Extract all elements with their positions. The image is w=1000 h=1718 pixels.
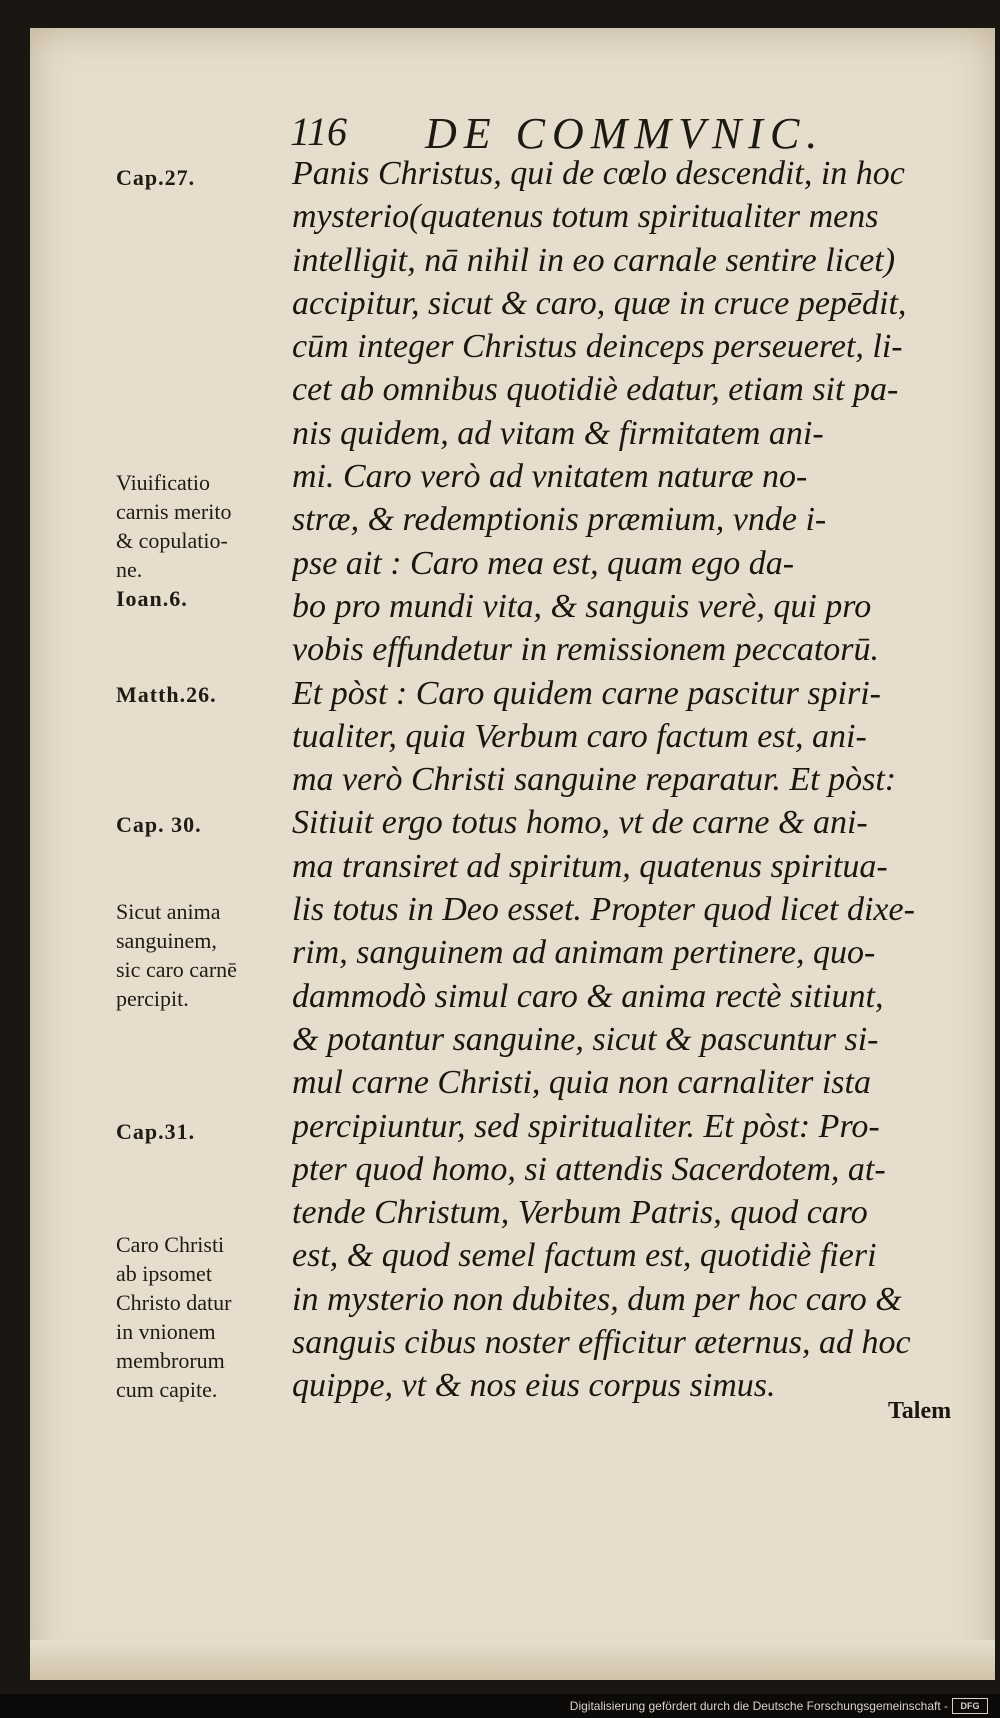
- text-line: pter quod homo, si attendis Sacerdotem, at-: [292, 1150, 886, 1188]
- catchword: Talem: [888, 1398, 952, 1424]
- margin-note-line: membrorum: [116, 1348, 225, 1373]
- text-line: pse ait : Caro mea est, quam ego da-: [292, 544, 795, 582]
- margin-note-line: sanguinem,: [116, 928, 217, 953]
- text-line: Et pòst : Caro quidem carne pascitur spiri-: [292, 674, 881, 712]
- margin-note-cap27: [116, 163, 296, 192]
- text-line: percipiuntur, sed spiritualiter. Et pòst: Pro-: [292, 1107, 880, 1145]
- text-line: mysterio(quatenus totum spiritualiter mens: [292, 198, 879, 236]
- running-head: DE COMMVNIC.: [425, 109, 825, 158]
- footer-bar: [0, 1694, 1000, 1718]
- text-line: sanguis cibus noster efficitur æternus, ad hoc: [292, 1324, 911, 1362]
- text-line: intelligit, nā nihil in eo carnale sentire licet): [292, 241, 896, 279]
- margin-note-line: Sicut anima: [116, 899, 221, 924]
- text-line: in mysterio non dubites, dum per hoc caro &: [292, 1280, 902, 1318]
- text-line: mi. Caro verò ad vnitatem naturæ no-: [292, 458, 808, 496]
- margin-note-line: cum capite.: [116, 1377, 218, 1402]
- margin-note-caro: [116, 1230, 296, 1404]
- margin-note-cap30: [116, 810, 296, 839]
- text-line: ma verò Christi sanguine reparatur. Et pòst:: [292, 761, 897, 799]
- main-text-block: [292, 152, 962, 1408]
- margin-note-line: ne.: [116, 557, 143, 582]
- margin-note-cap31: [116, 1117, 296, 1146]
- text-line: ma transiret ad spiritum, quatenus spiritua-: [292, 847, 888, 885]
- margin-note-line: ab ipsomet: [116, 1261, 212, 1286]
- margin-note-sicut: [116, 897, 296, 1013]
- text-line: dammodò simul caro & anima rectè sitiunt,: [292, 977, 884, 1015]
- page-header: [290, 108, 980, 158]
- text-line: nis quidem, ad vitam & firmitatem ani-: [292, 414, 824, 452]
- text-line: lis totus in Deo esset. Propter quod licet dixe-: [292, 891, 915, 929]
- page-edge: [30, 1640, 995, 1680]
- text-line: rim, sanguinem ad animam pertinere, quo-: [292, 934, 876, 972]
- text-line: accipitur, sicut & caro, quæ in cruce pepēdit,: [292, 284, 907, 322]
- text-line: est, & quod semel factum est, quotidiè fieri: [292, 1237, 877, 1275]
- footer-credit: Digitalisierung gefördert durch die Deutsche Forschungsgemeinschaft -: [569, 1699, 948, 1713]
- text-line: & potantur sanguine, sicut & pascuntur si-: [292, 1020, 879, 1058]
- margin-note-line: carnis merito: [116, 499, 232, 524]
- margin-note-line: & copulatio-: [116, 528, 228, 553]
- text-line: tende Christum, Verbum Patris, quod caro: [292, 1194, 868, 1232]
- margin-note-line: Cap.31.: [116, 1119, 196, 1144]
- dfg-logo-icon: DFG: [952, 1698, 988, 1714]
- margin-note-line: Cap.27.: [116, 165, 196, 190]
- margin-note-line: Caro Christi: [116, 1232, 225, 1257]
- page-number: 116: [290, 109, 348, 154]
- text-line: stræ, & redemptionis præmium, vnde i-: [292, 501, 827, 539]
- margin-note-viuificatio: [116, 468, 296, 613]
- margin-note-line: in vnionem: [116, 1319, 216, 1344]
- text-line: quippe, vt & nos eius corpus simus.: [292, 1367, 776, 1405]
- text-line: bo pro mundi vita, & sanguis verè, qui pro: [292, 587, 872, 625]
- text-line: tualiter, quia Verbum caro factum est, ani-: [292, 717, 867, 755]
- margin-note-line: Christo datur: [116, 1290, 232, 1315]
- margin-note-line: sic caro carnē: [116, 957, 237, 982]
- text-line: Panis Christus, qui de cœlo descendit, in hoc: [292, 155, 905, 192]
- margin-note-line: Matth.26.: [116, 682, 217, 707]
- text-line: Sitiuit ergo totus homo, vt de carne & ani-: [292, 804, 868, 842]
- text-line: cūm integer Christus deinceps perseueret, li-: [292, 328, 903, 366]
- text-line: cet ab omnibus quotidiè edatur, etiam sit pa-: [292, 371, 899, 409]
- margin-note-line: Cap. 30.: [116, 812, 202, 837]
- margin-note-line: Viuificatio: [116, 470, 210, 495]
- margin-note-line: Ioan.6.: [116, 586, 188, 611]
- margin-note-matth: [116, 680, 296, 709]
- margin-note-line: percipit.: [116, 986, 189, 1011]
- text-line: vobis effundetur in remissionem peccatorū.: [292, 631, 880, 669]
- text-line: mul carne Christi, quia non carnaliter ista: [292, 1064, 871, 1102]
